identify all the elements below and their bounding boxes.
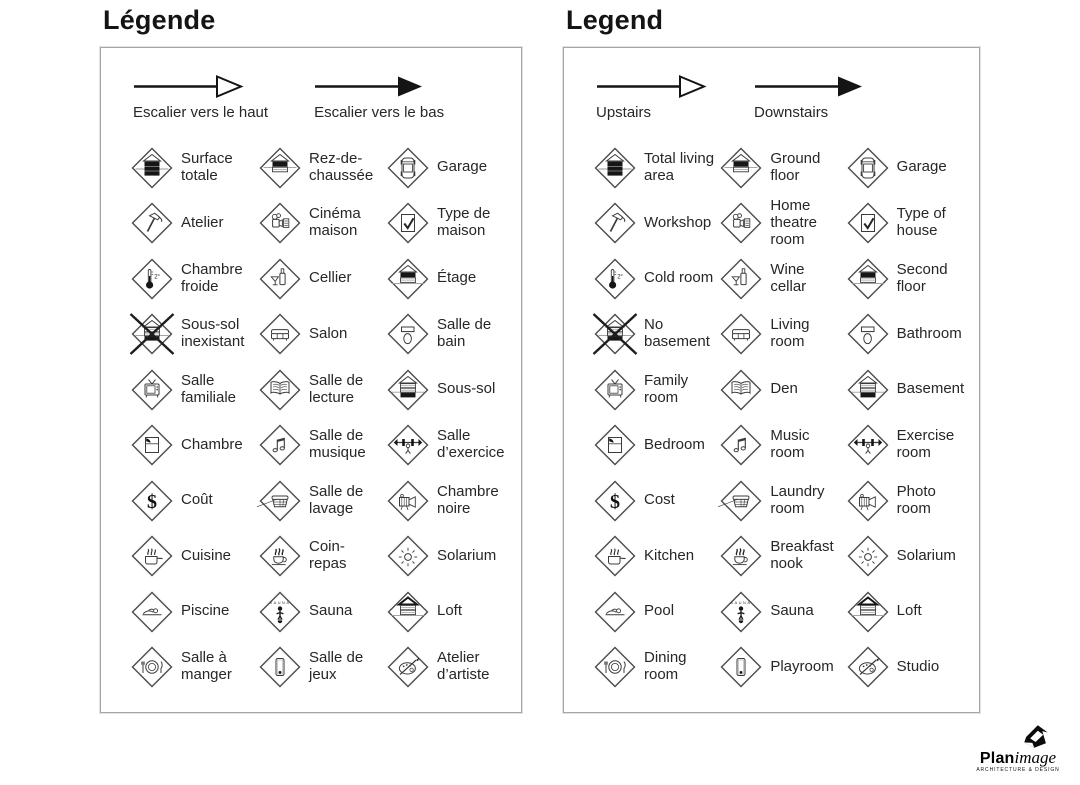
den-icon: [718, 367, 764, 413]
legend-item: [257, 640, 385, 696]
stair-arrow-label: Escalier vers le haut: [133, 104, 269, 121]
home-theatre-icon: [718, 200, 764, 246]
legend-item-label: Cellier: [309, 269, 352, 287]
legend-item: [592, 418, 718, 474]
legend-item: [385, 307, 513, 363]
pool-icon: [129, 589, 175, 635]
bathroom-icon: [385, 311, 431, 357]
stair-arrows: [133, 74, 513, 134]
legend-item-label: Salon: [309, 324, 348, 342]
total-area-icon: [592, 145, 638, 191]
ground-floor-icon: [257, 145, 303, 191]
pool-icon: [592, 589, 638, 635]
cost-icon: [129, 478, 175, 524]
legend-item-label: Breakfast nook: [770, 538, 834, 573]
legend-item: [718, 362, 844, 418]
legend-item: [257, 140, 385, 196]
legend-item-label: Den: [770, 380, 798, 398]
legend-panel-fr: [100, 4, 522, 713]
legend-item: [129, 362, 257, 418]
legend-item-label: Laundry room: [770, 482, 825, 517]
legend-item-label: Loft: [896, 602, 922, 620]
music-room-icon: [718, 422, 764, 468]
workshop-icon: [129, 200, 175, 246]
legend-item-label: Total living area: [644, 149, 715, 184]
legend-item-label: Atelier d’artiste: [437, 649, 490, 684]
legend-item-label: Salle familiale: [181, 371, 237, 406]
breakfast-nook-icon: [257, 533, 303, 579]
legend-item-label: Atelier: [181, 213, 224, 231]
legend-item: [129, 640, 257, 696]
kitchen-icon: [129, 533, 175, 579]
sauna-icon: [718, 589, 764, 635]
legend-item-label: Studio: [896, 657, 940, 675]
second-floor-icon: [385, 256, 431, 302]
legend-item: [845, 418, 971, 474]
legend-item: [845, 307, 971, 363]
legend-item: [718, 584, 844, 640]
photo-room-icon: [845, 478, 891, 524]
exercise-room-icon: [385, 422, 431, 468]
solarium-icon: [385, 533, 431, 579]
legend-item-label: Solarium: [896, 546, 956, 564]
panel-title: Legend: [566, 5, 664, 35]
legend-item-label: Sous-sol: [437, 380, 496, 398]
legend-item: [385, 473, 513, 529]
legend-item-label: Piscine: [181, 602, 230, 620]
legend-item-label: Type of house: [896, 205, 946, 240]
legend-item-label: Playroom: [770, 657, 834, 675]
legend-item-label: Sauna: [770, 602, 814, 620]
playroom-icon: [257, 644, 303, 690]
music-room-icon: [257, 422, 303, 468]
legend-item-label: No basement: [644, 316, 710, 351]
playroom-icon: [718, 644, 764, 690]
planimage-wordmark-italic: image: [1014, 748, 1057, 767]
panel-title: Légende: [103, 5, 216, 35]
legend-item: [592, 140, 718, 196]
dining-room-icon: [129, 644, 175, 690]
legend-item-label: Salle de bain: [437, 316, 492, 351]
legend-item: [257, 584, 385, 640]
svg-text:SAUNA: SAUNA: [269, 600, 291, 605]
stair-down-arrow-icon: [754, 74, 866, 99]
legend-item: [385, 640, 513, 696]
legend-item: [129, 196, 257, 252]
legend-item-label: Sauna: [309, 602, 353, 620]
garage-icon: [845, 145, 891, 191]
legend-item-label: Solarium: [437, 546, 497, 564]
legend-item: [592, 362, 718, 418]
legend-item: [845, 473, 971, 529]
legend-item-label: Home theatre room: [770, 197, 818, 248]
home-theatre-icon: [257, 200, 303, 246]
legend-item: [257, 418, 385, 474]
legend-item-label: Cinéma maison: [309, 205, 361, 240]
legend-item: [718, 418, 844, 474]
legend-item: [129, 584, 257, 640]
second-floor-icon: [845, 256, 891, 302]
stair-arrow-label: Downstairs: [754, 104, 829, 121]
legend-item: [718, 473, 844, 529]
legend-item-label: Cold room: [644, 269, 714, 287]
stair-up-arrow-icon: [133, 74, 245, 99]
garage-icon: [385, 145, 431, 191]
ground-floor-icon: [718, 145, 764, 191]
legend-item-label: Chambre froide: [181, 260, 243, 295]
loft-icon: [385, 589, 431, 635]
legend-item: [845, 362, 971, 418]
legend-item: [718, 140, 844, 196]
wine-cellar-icon: [257, 256, 303, 302]
legend-item: [592, 307, 718, 363]
svg-text:$: $: [610, 490, 620, 513]
legend-item: [845, 140, 971, 196]
exercise-room-icon: [845, 422, 891, 468]
planimage-tagline: ARCHITECTURE & DESIGN: [976, 767, 1060, 773]
legend-item-label: Garage: [437, 158, 488, 176]
legend-panel-en: [563, 4, 980, 713]
legend-item-label: Exercise room: [896, 427, 955, 462]
studio-icon: [385, 644, 431, 690]
legend-item-label: Bathroom: [896, 324, 962, 342]
legend-item: [592, 473, 718, 529]
legend-item-label: Family room: [644, 371, 689, 406]
legend-item-label: Sous-sol inexistant: [181, 316, 245, 351]
legend-item-label: Ground floor: [770, 149, 821, 184]
legend-item-label: Second floor: [896, 260, 948, 295]
legend-item-label: Salle d’exercice: [437, 427, 505, 462]
stair-arrow-label: Escalier vers le bas: [314, 104, 445, 121]
type-of-house-icon: [385, 200, 431, 246]
legend-item: [129, 307, 257, 363]
photo-room-icon: [385, 478, 431, 524]
stair-arrow-down: [314, 74, 444, 134]
cost-icon: [592, 478, 638, 524]
legend-item-label: Wine cellar: [770, 260, 807, 295]
legend-item-label: Bedroom: [644, 435, 705, 453]
legend-item: [592, 251, 718, 307]
legend-item: [129, 418, 257, 474]
legend-item-label: Kitchen: [644, 546, 695, 564]
svg-text:$: $: [147, 490, 157, 513]
legend-item: [718, 640, 844, 696]
legend-box: [100, 47, 522, 713]
legend-item-label: Salle de lecture: [309, 371, 364, 406]
sauna-icon: [257, 589, 303, 635]
family-room-icon: [129, 367, 175, 413]
legend-item: [845, 584, 971, 640]
den-icon: [257, 367, 303, 413]
legend-item-label: Type de maison: [437, 205, 491, 240]
legend-item: [257, 251, 385, 307]
stair-down-arrow-icon: [314, 74, 426, 99]
legend-item: [385, 251, 513, 307]
legend-item: [592, 196, 718, 252]
stair-arrow-up: [596, 74, 708, 134]
no-basement-icon: [129, 311, 175, 357]
legend-box: [563, 47, 980, 713]
legend-item: [845, 529, 971, 585]
legend-item: [129, 251, 257, 307]
kitchen-icon: [592, 533, 638, 579]
legend-item-label: Salle de lavage: [309, 482, 364, 517]
legend-item-label: Living room: [770, 316, 810, 351]
dining-room-icon: [592, 644, 638, 690]
legend-item: [718, 307, 844, 363]
planimage-wordmark-bold: Plan: [979, 750, 1015, 767]
legend-item-label: Cuisine: [181, 546, 232, 564]
legend-item-label: Chambre noire: [437, 482, 499, 517]
legend-item-label: Étage: [437, 269, 477, 287]
stair-arrows: [596, 74, 971, 134]
planimage-mark-icon: [1018, 723, 1054, 751]
bedroom-icon: [129, 422, 175, 468]
legend-item-label: Dining room: [644, 649, 687, 684]
legend-item: [385, 362, 513, 418]
legend-item-label: Salle à manger: [181, 649, 232, 684]
cold-room-icon: [129, 256, 175, 302]
stair-arrow-down: [754, 74, 866, 134]
legend-items-grid: [592, 140, 971, 695]
stair-up-arrow-icon: [596, 74, 708, 99]
legend-item: [845, 640, 971, 696]
legend-item-label: Coût: [181, 491, 213, 509]
legend-item: [845, 196, 971, 252]
legend-item-label: Salle de jeux: [309, 649, 364, 684]
laundry-room-icon: [718, 478, 764, 524]
living-room-icon: [257, 311, 303, 357]
legend-item: [385, 196, 513, 252]
basement-icon: [385, 367, 431, 413]
living-room-icon: [718, 311, 764, 357]
total-area-icon: [129, 145, 175, 191]
stair-arrow-label: Upstairs: [596, 104, 652, 121]
legend-item: [385, 418, 513, 474]
legend-item-label: Loft: [437, 602, 463, 620]
legend-item: [257, 362, 385, 418]
legend-item-label: Rez-de-chaussée: [309, 149, 374, 184]
stair-arrow-up: [133, 74, 268, 134]
laundry-room-icon: [257, 478, 303, 524]
legend-item-label: Basement: [896, 380, 965, 398]
solarium-icon: [845, 533, 891, 579]
legend-item-label: Cost: [644, 491, 675, 509]
legend-item: [718, 251, 844, 307]
legend-item-label: Chambre: [181, 435, 243, 453]
legend-item: [385, 140, 513, 196]
legend-item-label: Surface totale: [181, 149, 233, 184]
workshop-icon: [592, 200, 638, 246]
legend-item: [592, 584, 718, 640]
legend-item: [845, 251, 971, 307]
svg-text:2°: 2°: [617, 274, 623, 281]
breakfast-nook-icon: [718, 533, 764, 579]
legend-item: [129, 140, 257, 196]
legend-item: [385, 584, 513, 640]
legend-item: [257, 307, 385, 363]
legend-items-grid: [129, 140, 513, 695]
cold-room-icon: [592, 256, 638, 302]
legend-item-label: Pool: [644, 602, 675, 620]
type-of-house-icon: [845, 200, 891, 246]
family-room-icon: [592, 367, 638, 413]
legend-item: [257, 529, 385, 585]
wine-cellar-icon: [718, 256, 764, 302]
legend-item: [257, 196, 385, 252]
legend-item: [385, 529, 513, 585]
legend-item-label: Workshop: [644, 213, 712, 231]
svg-text:SAUNA: SAUNA: [730, 600, 752, 605]
basement-icon: [845, 367, 891, 413]
svg-text:2°: 2°: [154, 274, 160, 281]
legend-item: [129, 529, 257, 585]
legend-item-label: Garage: [896, 158, 947, 176]
legend-item-label: Photo room: [896, 482, 936, 517]
legend-item-label: Music room: [770, 427, 810, 462]
no-basement-icon: [592, 311, 638, 357]
legend-item: [718, 529, 844, 585]
legend-item-label: Salle de musique: [309, 427, 366, 462]
planimage-logo: [966, 723, 1070, 773]
legend-item-label: Coin-repas: [309, 538, 347, 573]
legend-item: [718, 196, 844, 252]
legend-item: [129, 473, 257, 529]
bedroom-icon: [592, 422, 638, 468]
legend-item: [592, 640, 718, 696]
bathroom-icon: [845, 311, 891, 357]
studio-icon: [845, 644, 891, 690]
legend-item: [592, 529, 718, 585]
loft-icon: [845, 589, 891, 635]
legend-item: [257, 473, 385, 529]
planimage-wordmark: [966, 748, 1070, 767]
